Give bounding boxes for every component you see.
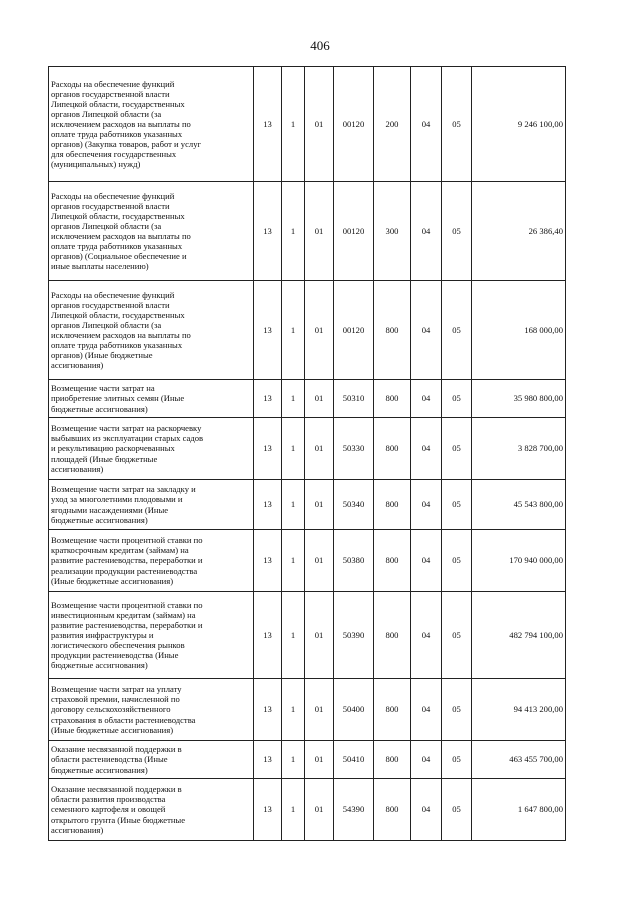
subprogram-code: 05 [442,592,472,679]
description-line: инвестиционным кредитам (займам) на [51,609,196,620]
description-line: иные выплаты населению) [51,261,149,272]
ministry-code: 13 [254,592,282,679]
subprogram-code: 05 [442,380,472,418]
row-description [49,592,254,679]
description-line: Липецкой области, государственных [51,98,185,109]
table-row [49,741,566,779]
description-line: органов государственной власти [51,200,170,211]
amount: 170 940 000,00 [472,530,566,592]
subsection-code: 01 [305,380,334,418]
row-description [49,480,254,530]
target-item-code: 54390 [334,779,374,841]
description-line: уход за многолетними плодовыми и [51,494,183,505]
description-line: страхования в области растениеводства [51,714,196,725]
target-item-code: 50330 [334,418,374,480]
program-code: 04 [411,418,442,480]
expense-type-code: 200 [374,67,411,182]
subprogram-code: 05 [442,182,472,281]
subprogram-code: 05 [442,480,472,530]
description-line: для обеспечения государственных [51,149,177,160]
amount: 482 794 100,00 [472,592,566,679]
section-code: 1 [282,182,305,281]
subprogram-code: 05 [442,679,472,741]
description-line: бюджетные ассигнования) [51,764,148,775]
row-description [49,418,254,480]
description-line: Оказание несвязанной поддержки в [51,744,182,755]
section-code: 1 [282,480,305,530]
description-line: органов государственной власти [51,88,170,99]
description-line: ассигнования) [51,463,104,474]
expense-type-code: 800 [374,679,411,741]
table-row [49,530,566,592]
section-code: 1 [282,679,305,741]
description-line: (муниципальных) нужд) [51,159,141,170]
target-item-code: 50410 [334,741,374,779]
description-line: оплате труда работников указанных [51,129,183,140]
amount: 463 455 700,00 [472,741,566,779]
expense-type-code: 800 [374,779,411,841]
section-code: 1 [282,418,305,480]
description-line: договору сельскохозяйственного [51,704,171,715]
target-item-code: 00120 [334,182,374,281]
row-description [49,530,254,592]
description-line: ягодными насаждениями (Иные [51,504,169,515]
target-item-code: 50390 [334,592,374,679]
row-description [49,380,254,418]
program-code: 04 [411,530,442,592]
description-line: развитие растениеводства, переработки и [51,619,203,630]
description-line: открытого грунта (Иные бюджетные [51,814,186,825]
description-line: Расходы на обеспечение функций [51,190,175,201]
table-row [49,380,566,418]
subsection-code: 01 [305,592,334,679]
description-line: развитие растениеводства, переработки и [51,555,203,566]
table-row [49,592,566,679]
section-code: 1 [282,592,305,679]
description-line: бюджетные ассигнования) [51,660,148,671]
expense-type-code: 800 [374,530,411,592]
description-line: органов государственной власти [51,299,170,310]
subsection-code: 01 [305,741,334,779]
row-description [49,779,254,841]
description-line: развития инфраструктуры и [51,629,154,640]
table-row [49,679,566,741]
description-line: логистического обеспечения рынков [51,640,185,651]
expense-type-code: 800 [374,418,411,480]
description-line: органов) (Иные бюджетные [51,350,153,361]
description-line: ассигнования) [51,824,104,835]
section-code: 1 [282,380,305,418]
program-code: 04 [411,679,442,741]
ministry-code: 13 [254,380,282,418]
section-code: 1 [282,741,305,779]
program-code: 04 [411,380,442,418]
description-line: Расходы на обеспечение функций [51,289,175,300]
amount: 3 828 700,00 [472,418,566,480]
description-line: Возмещение части затрат на уплату [51,684,182,695]
expense-type-code: 800 [374,281,411,380]
description-line: выбывших из эксплуатации старых садов [51,433,204,444]
description-line: Возмещение части процентной ставки по [51,535,203,546]
ministry-code: 13 [254,182,282,281]
ministry-code: 13 [254,741,282,779]
subprogram-code: 05 [442,281,472,380]
description-line: Расходы на обеспечение функций [51,78,175,89]
page-number: 406 [310,38,330,53]
expense-type-code: 800 [374,741,411,779]
row-description [49,182,254,281]
section-code: 1 [282,779,305,841]
row-description [49,67,254,182]
subsection-code: 01 [305,281,334,380]
description-line: бюджетные ассигнования) [51,403,148,414]
description-line: области растениеводства (Иные [51,754,168,765]
program-code: 04 [411,480,442,530]
program-code: 04 [411,592,442,679]
row-description [49,679,254,741]
table-row [49,418,566,480]
amount: 26 386,40 [472,182,566,281]
subprogram-code: 05 [442,418,472,480]
subprogram-code: 05 [442,741,472,779]
table-row [49,67,566,182]
amount: 45 543 800,00 [472,480,566,530]
target-item-code: 50310 [334,380,374,418]
program-code: 04 [411,741,442,779]
description-line: ассигнования) [51,360,104,371]
description-line: оплате труда работников указанных [51,241,183,252]
program-code: 04 [411,67,442,182]
description-line: органов Липецкой области (за [51,220,162,231]
expense-type-code: 800 [374,380,411,418]
description-line: приобретение элитных семян (Иные [51,393,185,404]
description-line: исключением расходов на выплаты по [51,330,191,340]
description-line: Липецкой области, государственных [51,210,185,221]
description-line: органов) (Социальное обеспечение и [51,251,187,262]
amount: 35 980 800,00 [472,380,566,418]
description-line: Возмещение части затрат на закладку и [51,484,196,495]
program-code: 04 [411,281,442,380]
target-item-code: 00120 [334,281,374,380]
program-code: 04 [411,779,442,841]
description-line: Оказание несвязанной поддержки в [51,784,182,795]
section-code: 1 [282,67,305,182]
subsection-code: 01 [305,530,334,592]
amount: 9 246 100,00 [472,67,566,182]
amount: 94 413 200,00 [472,679,566,741]
table-row [49,182,566,281]
subprogram-code: 05 [442,530,472,592]
subprogram-code: 05 [442,67,472,182]
description-line: органов Липецкой области (за [51,319,162,330]
expense-type-code: 800 [374,592,411,679]
ministry-code: 13 [254,418,282,480]
table-row [49,281,566,380]
description-line: реализации продукции растениеводства [51,565,198,576]
budget-table [48,66,566,841]
target-item-code: 00120 [334,67,374,182]
description-line: продукции растениеводства (Иные [51,650,179,661]
ministry-code: 13 [254,779,282,841]
ministry-code: 13 [254,679,282,741]
description-line: исключением расходов на выплаты по [51,231,191,241]
amount: 1 647 800,00 [472,779,566,841]
description-line: (Иные бюджетные ассигнования) [51,724,174,735]
subsection-code: 01 [305,480,334,530]
description-line: органов) (Закупка товаров, работ и услуг [51,139,202,150]
ministry-code: 13 [254,67,282,182]
target-item-code: 50340 [334,480,374,530]
expense-type-code: 300 [374,182,411,281]
description-line: Возмещение части затрат на [51,383,155,394]
target-item-code: 50380 [334,530,374,592]
table-body [49,67,566,841]
description-line: краткосрочным кредитам (займам) на [51,545,189,556]
row-description [49,281,254,380]
ministry-code: 13 [254,281,282,380]
description-line: семенного картофеля и овощей [51,804,166,815]
subsection-code: 01 [305,418,334,480]
description-line: органов Липецкой области (за [51,108,162,119]
description-line: области развития производства [51,794,166,805]
subsection-code: 01 [305,67,334,182]
description-line: оплате труда работников указанных [51,340,183,351]
table-row [49,779,566,841]
description-line: исключением расходов на выплаты по [51,118,191,129]
subsection-code: 01 [305,182,334,281]
ministry-code: 13 [254,530,282,592]
section-code: 1 [282,281,305,380]
description-line: Возмещение части процентной ставки по [51,599,203,610]
description-line: площадей (Иные бюджетные [51,453,158,464]
row-description [49,741,254,779]
description-line: Возмещение части затрат на раскорчевку [51,423,202,434]
subsection-code: 01 [305,679,334,741]
description-line: (Иные бюджетные ассигнования) [51,575,174,586]
section-code: 1 [282,530,305,592]
description-line: бюджетные ассигнования) [51,514,148,525]
subprogram-code: 05 [442,779,472,841]
ministry-code: 13 [254,480,282,530]
description-line: страховой премии, начисленной по [51,694,180,705]
program-code: 04 [411,182,442,281]
amount: 168 000,00 [472,281,566,380]
description-line: и рекультивацию раскорчеванных [51,443,175,454]
description-line: Липецкой области, государственных [51,309,185,320]
expense-type-code: 800 [374,480,411,530]
target-item-code: 50400 [334,679,374,741]
subsection-code: 01 [305,779,334,841]
table-row [49,480,566,530]
